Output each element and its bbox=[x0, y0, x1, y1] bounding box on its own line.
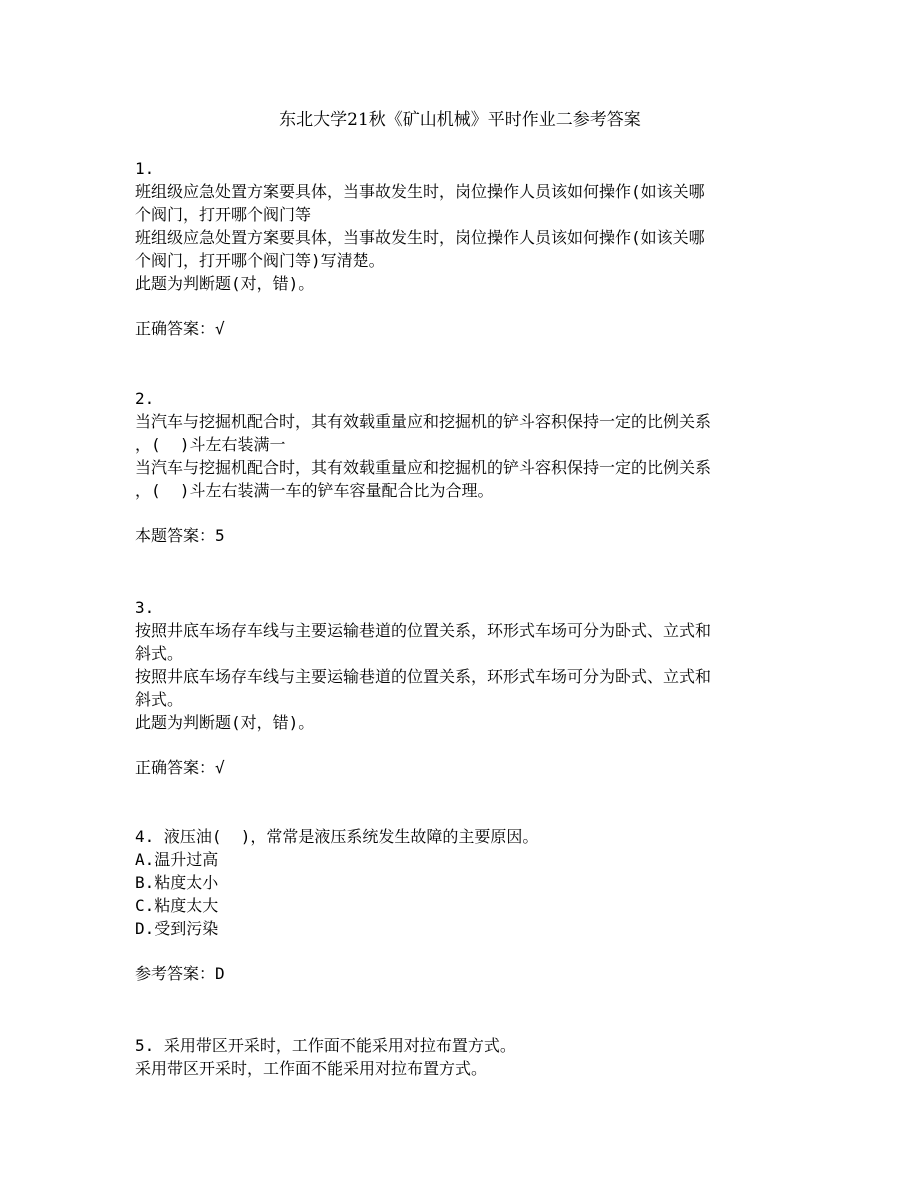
question-text-line: 采用带区开采时，工作面不能采用对拉布置方式。 bbox=[135, 1059, 488, 1078]
question-3 bbox=[135, 596, 795, 779]
answer-text: 本题答案：5 bbox=[135, 526, 225, 545]
question-4 bbox=[135, 825, 795, 985]
question-text-line: 斜式。 bbox=[135, 690, 184, 709]
question-number: 2. bbox=[135, 389, 155, 408]
option-d: D.受到污染 bbox=[135, 919, 219, 938]
option-b: B.粘度太小 bbox=[135, 873, 219, 892]
question-text-line: 班组级应急处置方案要具体，当事故发生时，岗位操作人员该如何操作(如该关哪 bbox=[135, 182, 705, 201]
option-c: C.粘度太大 bbox=[135, 896, 219, 915]
question-2 bbox=[135, 387, 795, 547]
question-number: 1. bbox=[135, 159, 155, 178]
question-text-line: 个阀门，打开哪个阀门等 bbox=[135, 205, 312, 224]
option-a: A.温升过高 bbox=[135, 850, 219, 869]
question-text-line: 按照井底车场存车线与主要运输巷道的位置关系，环形式车场可分为卧式、立式和 bbox=[135, 621, 712, 640]
question-1 bbox=[135, 157, 795, 340]
answer-text: 参考答案：D bbox=[135, 964, 225, 983]
question-text-line: 班组级应急处置方案要具体，当事故发生时，岗位操作人员该如何操作(如该关哪 bbox=[135, 228, 705, 247]
question-text-line: 斜式。 bbox=[135, 644, 184, 663]
question-text-line: ，( )斗左右装满一 bbox=[135, 435, 286, 454]
question-text-line: 此题为判断题(对，错)。 bbox=[135, 713, 315, 732]
document-title: 东北大学21秋《矿山机械》平时作业二参考答案 bbox=[279, 110, 641, 130]
question-stem: 5. 采用带区开采时，工作面不能采用对拉布置方式。 bbox=[135, 1036, 516, 1055]
question-text-line: ，( )斗左右装满一车的铲车容量配合比为合理。 bbox=[135, 481, 494, 500]
answer-text: 正确答案：√ bbox=[135, 319, 225, 338]
question-number: 3. bbox=[135, 598, 155, 617]
question-text-line: 当汽车与挖掘机配合时，其有效载重量应和挖掘机的铲斗容积保持一定的比例关系 bbox=[135, 412, 712, 431]
question-text-line: 按照井底车场存车线与主要运输巷道的位置关系，环形式车场可分为卧式、立式和 bbox=[135, 667, 712, 686]
question-text-line: 个阀门，打开哪个阀门等)写清楚。 bbox=[135, 251, 385, 270]
question-stem: 4. 液压油( )，常常是液压系统发生故障的主要原因。 bbox=[135, 827, 539, 846]
question-text-line: 此题为判断题(对，错)。 bbox=[135, 274, 315, 293]
question-text-line: 当汽车与挖掘机配合时，其有效载重量应和挖掘机的铲斗容积保持一定的比例关系 bbox=[135, 458, 712, 477]
question-5 bbox=[135, 1034, 795, 1080]
answer-text: 正确答案：√ bbox=[135, 758, 225, 777]
